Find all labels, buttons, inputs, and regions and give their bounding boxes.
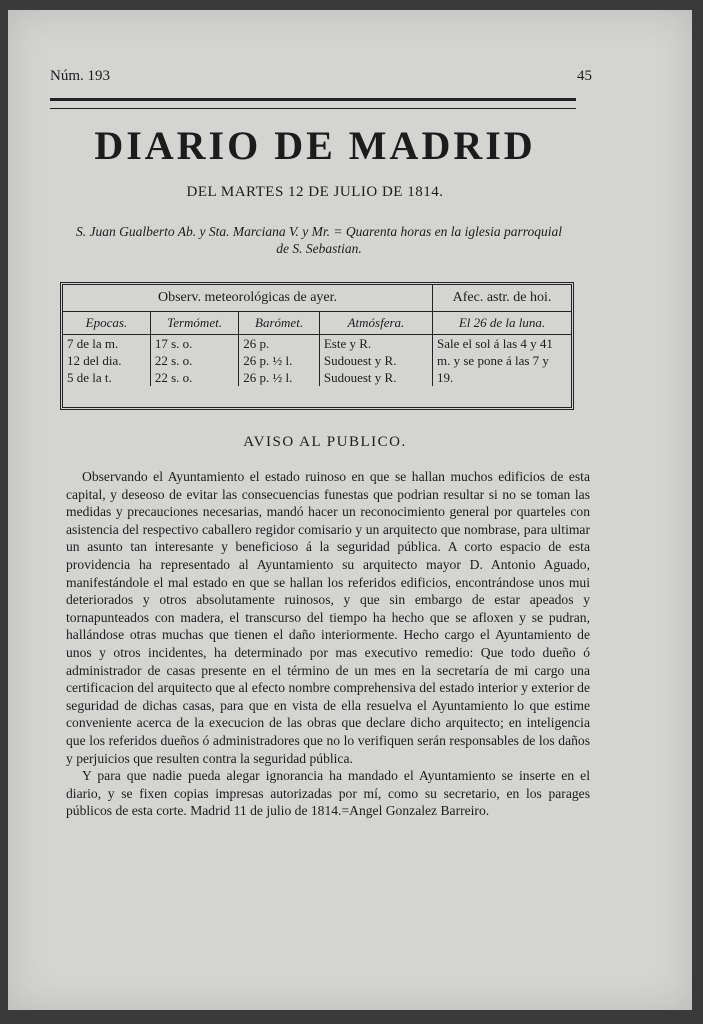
atmosphere-cell: Sudouest y R.	[319, 352, 432, 369]
temp-cell: 17 s. o.	[150, 335, 238, 353]
saints-of-day: S. Juan Gualberto Ab. y Sta. Marciana V. y Mr. = Quarenta horas en la iglesia parroquial de S. Sebastian.	[76, 224, 562, 256]
col-luna: El 26 de la luna.	[433, 312, 572, 335]
epoch-cell: 12 del dia.	[63, 352, 150, 369]
epoch-cell: 5 de la t.	[63, 369, 150, 386]
col-barometro: Barómet.	[239, 312, 320, 335]
weather-table	[60, 282, 574, 410]
col-atmosfera: Atmósfera.	[319, 312, 432, 335]
epoch-cell: 7 de la m.	[63, 335, 150, 353]
temp-cell: 22 s. o.	[150, 352, 238, 369]
barometer-cell: 26 p. ½ l.	[239, 369, 320, 386]
sun-times-note: Sale el sol á las 4 y 41 m. y se pone á las 7 y 19.	[437, 336, 553, 385]
issue-date: DEL MARTES 12 DE JULIO DE 1814.	[186, 184, 444, 200]
page-number: 45	[577, 68, 592, 84]
barometer-cell: 26 p.	[239, 335, 320, 353]
issue-number: Núm. 193	[50, 68, 110, 84]
masthead-title: DIARIO DE MADRID	[94, 123, 536, 168]
notice-paragraph-2: Y para que nadie pueda alegar ignorancia ha mandado el Ayuntamiento se inserte en el diario, y se fixen copias impresas autorizadas por mí, como su secretario, en los parages públicos de esta corte. Madrid 11 de julio de 1814.=Angel Gonzalez Barreiro.	[66, 768, 590, 819]
col-termometro: Termómet.	[150, 312, 238, 335]
table-row	[63, 335, 571, 353]
col-epocas: Epocas.	[63, 312, 150, 335]
barometer-cell: 26 p. ½ l.	[239, 352, 320, 369]
notice-paragraph-1: Observando el Ayuntamiento el estado ruinoso en que se hallan muchos edificios de esta capital, y deseoso de evitar las consecuencias funestas que podrian resultar si no se toman las medidas y precauciones necesarias, mandó hacer un reconocimiento general por quarteles con asistencia del respectivo caballero regidor comisario y un arquitecto que nombrase, para ultimar un asunto tan interesante y beneficioso á la seguridad pública. A corto espacio de esta providencia ha representado al Ayuntamiento su arquitecto mayor D. Antonio Aguado, manifestándole el mal estado en que se hallan los referidos edificios, encontrándose unos mui deteriorados y otros absolutamente ruinosos, y que sin embargo de estar apeados y tornapunteados con madera, el transcurso del tiempo ha hecho que se afloxen y se pudran, hallándose otras muchas que tienen el daño interiormente. Hecho cargo el Ayuntamiento de unos y otros incidentes, ha determinado por mas executivo remedio: Que todo dueño ó administrador de casas presente en el término de un mes en la secretaría de mi cargo una certificacion del arquitecto que al efecto nombre comprehensiva del estado interior y exterior de seguridad de dichas casas, para que en vista de ella resuelva el Ayuntamiento lo que estime conveniente acerca de la execucion de las obras que declare dicho arquitecto; en inteligencia que los referidos dueños ó administradores que no lo verifiquen serán responsables de los daños y perjuicios que resulten contra la seguridad pública.	[66, 469, 590, 766]
atmosphere-cell: Sudouest y R.	[319, 369, 432, 386]
astro-title: Afec. astr. de hoi.	[433, 285, 572, 312]
atmosphere-cell: Este y R.	[319, 335, 432, 353]
newspaper-page	[8, 10, 692, 1010]
temp-cell: 22 s. o.	[150, 369, 238, 386]
notice-heading: AVISO AL PUBLICO.	[243, 434, 407, 450]
weather-title: Observ. meteorológicas de ayer.	[63, 285, 433, 312]
notice-body	[66, 468, 590, 820]
header-rule	[50, 98, 576, 109]
